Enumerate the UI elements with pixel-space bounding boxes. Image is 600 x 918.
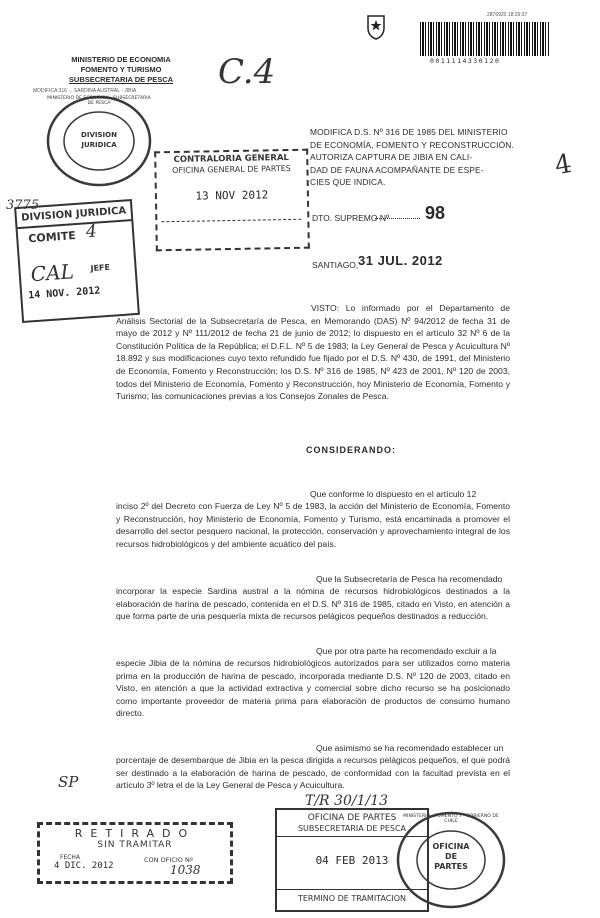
retirado-oficio-label: CON OFICIO Nº <box>144 856 193 864</box>
handwritten-sp: SP <box>58 773 79 791</box>
handwritten-3775: 3775 <box>6 198 40 213</box>
considerando-p4: porcentaje de desembarque de Jibia en la pesca dirigida a recursos pelágicos pequeños, el que podrá ser destinado a la elaboración de harina de pescado, de conformidad con la facultad prevista en el artículo 3º letra el de la Ley General de Pesca y Acuicultura. <box>116 755 510 791</box>
retirado-fecha-label: FECHA <box>60 854 81 861</box>
division-juridica-cal: CAL <box>29 259 75 287</box>
barcode-number: 0011114330120 <box>430 57 501 65</box>
contraloria-line1: CONTRALORIA GENERAL <box>173 153 290 166</box>
retirado-stamp <box>37 822 233 884</box>
partes-seal-inner2: DE <box>444 852 458 861</box>
division-juridica-comite-num: 4 <box>85 221 98 243</box>
oficina-partes-date: 04 FEB 2013 <box>315 854 389 867</box>
title-line3: AUTORIZA CAPTURA DE JIBIA EN CALI- <box>310 152 473 163</box>
division-juridica-date: 14 NOV. 2012 <box>27 285 101 302</box>
division-juridica-jefe: JEFE <box>90 262 111 274</box>
contraloria-stamp <box>154 149 310 252</box>
oficina-partes-line2: SUBSECRETARIA DE PESCA <box>297 824 407 833</box>
considerando-p4-first: Que asimismo se ha recomendado establecer un <box>316 743 504 753</box>
retirado-line1: RETIRADO <box>74 827 196 840</box>
partes-seal-inner3: PARTES <box>434 862 468 871</box>
considerando-p2: incorporar la especie Sardina austral a la nómina de recursos hidrobiológicos destinados a la elaboración de harina de pescado, contenida en el D.S. Nº 316 de 1985, citado en Visto, en atención a que forma parte de una pesquería mixta de recursos pelágicos pequeños destinados a reducción. <box>116 586 510 622</box>
considerando-p2-first: Que la Subsecretaría de Pesca ha recomendado <box>316 574 503 584</box>
title-line1: MODIFICA D.S. Nº 316 DE 1985 DEL MINISTERIO <box>310 127 508 137</box>
top-code: 2876920 18:39:37 <box>487 12 528 18</box>
division-seal-inner1: DIVISION <box>81 131 117 139</box>
considerando-p1-first: Que conforme lo dispuesto en el artículo 12 <box>310 489 477 499</box>
oficina-partes-footer: TERMINO DE TRAMITACION <box>297 894 407 903</box>
partes-seal-ring: MINISTERIO · FOMENTO Y · GOBIERNO DE CHILE <box>403 814 499 824</box>
division-juridica-line1: DIVISION JURIDICA <box>20 205 127 224</box>
decree-dots <box>375 218 420 219</box>
considerando-heading: CONSIDERANDO: <box>306 445 397 455</box>
subsecretaria-line: SUBSECRETARIA DE PESCA <box>68 75 174 84</box>
ministry-header <box>56 55 186 85</box>
decree-number: 98 <box>425 203 446 223</box>
retirado-fecha: 4 DIC. 2012 <box>54 861 114 871</box>
partes-seal-inner1: OFICINA <box>432 842 470 851</box>
division-seal-inner2: JURIDICA <box>81 141 117 149</box>
retirado-oficio: 1038 <box>170 863 201 877</box>
contraloria-date: 13 NOV 2012 <box>195 188 269 203</box>
decree-number-label: DTO. SUPREMO Nº <box>312 213 390 223</box>
oficina-partes-line1: OFICINA DE PARTES <box>307 813 397 823</box>
decree-city: SANTIAGO, <box>312 260 359 270</box>
handwritten-c4: C.4 <box>218 52 276 92</box>
modifica-small-line: MODIFICA 316 ... SARDINA AUSTRAL - JIBIA <box>33 88 137 94</box>
considerando-p1: inciso 2º del Decreto con Fuerza de Ley Nº 5 de 1983, la acción del Ministerio de Economía, Fomento y Reconstrucción, hoy Ministerio de Economía, Fomento y Turismo, está encaminada a promover el desarrollo del sector pesquero nacional, la protección, conservación y aprovechamiento integral de los recursos hidrobiológicos y del ambiente acuático del país. <box>116 501 510 549</box>
division-seal-ring-text: MINISTERIO DE ECONOMIA · SUBSECRETARIA DE PESCA <box>47 96 151 106</box>
visto-paragraph: VISTO: Lo informado por el Departamento de Análisis Sectorial de la Subsecretaría de Pesca, en Memorando (DAS) Nº 94/2012 de fecha 31 de mayo de 2012 y Nº 111/2012 de fecha 21 de junio de 2012; lo dispuesto en el artículo 32 Nº 6 de la Constitución Política de la República; el D.F.L. Nº 5 de 1983; la Ley General de Pesca y Acuicultura Nº 18.892 y sus modificaciones cuyo texto refundido fue fijado por el D.S. Nº 430, de 1991, del Ministerio de Economía, Fomento y Reconstrucción; los D.S. Nº 316 de 1985, Nº 423 de 2001, Nº 120 de 2003, todos del Ministerio de Economía, Fomento y Reconstrucción, hoy Ministerio de Economía, Fomento y Turismo; las comunicaciones previas a los Consejos Zonales de Pesca. <box>116 303 510 402</box>
coat-of-arms-logo <box>365 14 387 40</box>
contraloria-divider <box>161 219 301 222</box>
considerando-p3-first: Que por otra parte ha recomendado excluir a la <box>316 646 497 656</box>
barcode <box>420 22 550 56</box>
division-seal <box>45 94 153 188</box>
decree-date: 31 JUL. 2012 <box>358 253 443 268</box>
title-line5: CIES QUE INDICA. <box>310 177 386 188</box>
decree-title-block <box>310 126 542 189</box>
title-line4: DAD DE FAUNA ACOMPAÑANTE DE ESPE- <box>310 164 484 175</box>
title-line2: DE ECONOMÍA, FOMENTO Y RECONSTRUCCIÓN. <box>310 139 514 150</box>
considerando-p3: especie Jibia de la nómina de recursos hidrobiológicos autorizados para ser utilizados como materia prima en la producción de harina de pescado, incorporada mediante D.S. Nº 120 de 2003, citado en Visto, en atención a que la actividad extractiva y comercial sobre dicho recurso se ha posicionado como importante proveedor de materia prima para elaboración de productos de consumo humano directo. <box>116 658 510 719</box>
partes-seal <box>395 810 507 910</box>
division-juridica-comite: COMITE <box>27 229 77 246</box>
contraloria-line2: OFICINA GENERAL DE PARTES <box>172 163 291 176</box>
handwritten-tr-date: T/R 30/1/13 <box>305 793 389 809</box>
retirado-line2: SIN TRAMITAR <box>97 840 173 850</box>
handwritten-4: 4 <box>552 148 575 182</box>
ministry-line2: FOMENTO Y TURISMO <box>80 65 162 74</box>
ministry-line1: MINISTERIO DE ECONOMIA <box>71 55 171 64</box>
